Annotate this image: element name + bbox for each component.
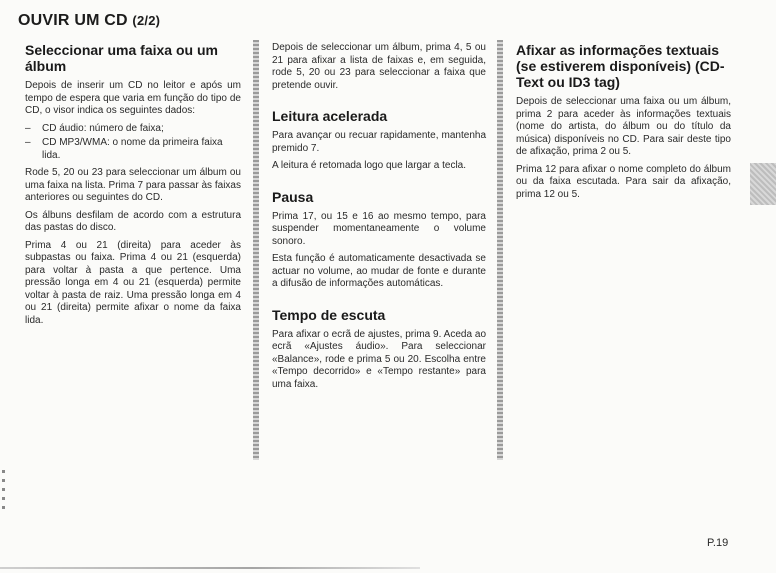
paragraph: Esta função é automaticamente desactivada se actuar no volume, ao mudar de fonte e durante a difusão de informações automáticas. <box>272 253 486 289</box>
paragraph: Depois de seleccionar um álbum, prima 4, 5 ou 21 para afixar a lista de faixas e, em seguida, rode 5, 20 ou 23 para seleccionar a faixa que pretende ouvir. <box>272 42 486 91</box>
page-title-text: OUVIR UM CD <box>18 12 128 29</box>
section-heading-text-info: Afixar as informações textuais (se estiverem disponíveis) (CD-Text ou ID3 tag) <box>516 42 725 90</box>
margin-marks <box>2 470 5 510</box>
section-heading-listening-time: Tempo de escuta <box>272 306 386 323</box>
page-title <box>18 12 160 30</box>
display-info-list <box>25 123 241 163</box>
page-number: P.19 <box>707 537 729 549</box>
paragraph: Depois de seleccionar uma faixa ou um álbum, prima 2 para aceder às informações textuais (nome do artista, do álbum ou do título da música) disponíveis no CD. Para sair deste tipo de afixação, prima 2 ou 5. <box>516 96 731 157</box>
column-2 <box>272 42 486 407</box>
paragraph: Depois de inserir um CD no leitor e após um tempo de espera que varia em função do tipo de CD, o visor indica os seguintes dados: <box>25 80 241 116</box>
column-divider <box>253 40 259 460</box>
column-3 <box>516 42 731 206</box>
paragraph: Para afixar o ecrã de ajustes, prima 9. Aceda ao ecrã «Ajustes áudio». Para seleccionar «Balance», rode e prima 5 ou 20. Escolha entre «Tempo decorrido» e «Tempo restante» para uma faixa. <box>272 328 486 390</box>
paragraph: Prima 12 para afixar o nome completo do álbum ou da faixa escutada. Para sair da afixação, prima 12 ou 5. <box>516 163 731 200</box>
paragraph: Rode 5, 20 ou 23 para seleccionar um álbum ou uma faixa na lista. Prima 7 para passar às faixas anteriores ou seguintes do CD. <box>25 167 241 203</box>
section-heading-fast-play: Leitura acelerada <box>272 108 388 124</box>
paragraph: Prima 17, ou 15 e 16 ao mesmo tempo, para suspender momentaneamente o volume sonoro. <box>272 210 486 247</box>
list-item: – CD áudio: número de faixa; <box>25 123 241 136</box>
paragraph: Prima 4 ou 21 (direita) para aceder às subpastas ou faixa. Prima 4 ou 21 (esquerda) para voltar à pasta a que pertence. Uma pressão longa em 4 ou 21 (esquerda) permite voltar à pasta de raiz. Uma pressão longa em 4 ou 21 (direita) permite afixar o nome da faixa lida. <box>25 239 241 326</box>
page-title-suffix: (2/2) <box>132 13 161 28</box>
paragraph: Para avançar ou recuar rapidamente, mantenha premido 7. <box>272 130 486 154</box>
paragraph: Os álbuns desfilam de acordo com a estrutura das pastas do disco. <box>25 209 241 233</box>
column-divider <box>497 40 503 460</box>
chapter-thumb-tab <box>750 163 776 205</box>
paragraph: A leitura é retomada logo que largar a tecla. <box>272 160 467 171</box>
bottom-rule <box>0 567 420 569</box>
column-1 <box>25 42 241 332</box>
section-heading-select-track: Seleccionar uma faixa ou um álbum <box>25 42 218 74</box>
list-item: – CD MP3/WMA: o nome da primeira faixa lida. <box>25 137 241 162</box>
section-heading-pause: Pausa <box>272 188 314 205</box>
